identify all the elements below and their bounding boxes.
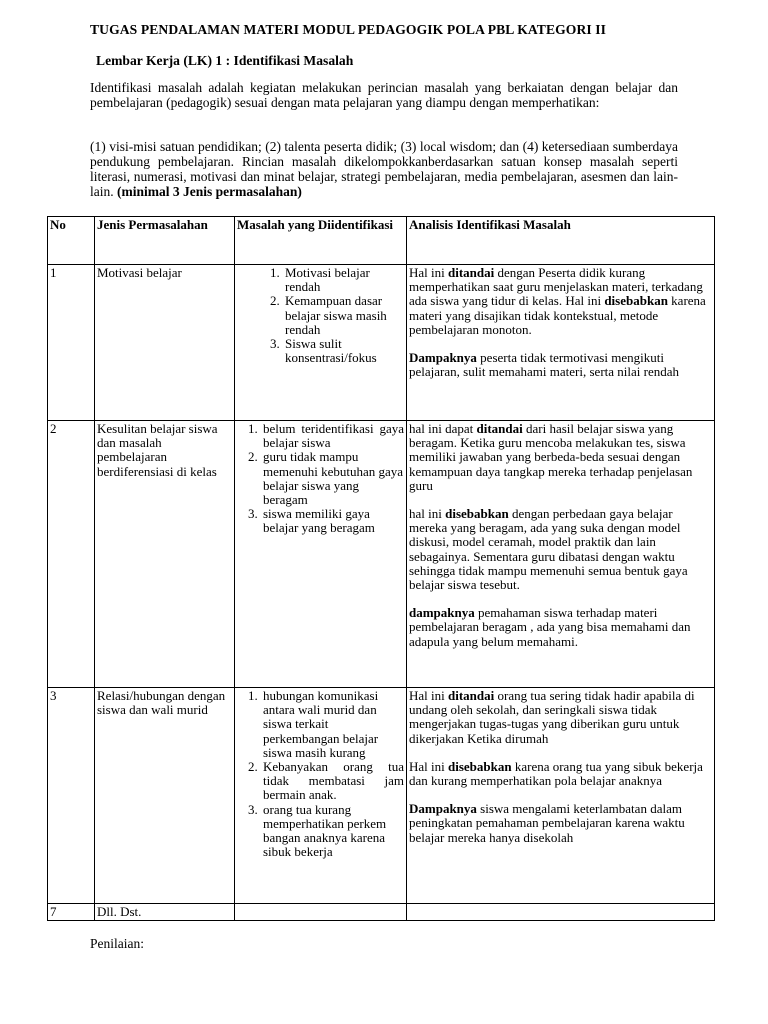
row-jenis: Kesulitan belajar siswa dan masalah pembelajaran berdiferensiasi di kelas: [95, 421, 235, 688]
masalah-item: 1. Motivasi belajar rendah: [283, 266, 404, 294]
row-analisis: [407, 904, 715, 921]
row-jenis: Motivasi belajar: [95, 265, 235, 421]
analysis-keyword: ditandai: [448, 265, 495, 280]
masalah-list: [237, 689, 404, 859]
intro-paragraph: Identifikasi masalah adalah kegiatan melakukan perincian masalah yang berkaiatan dengan belajar dan pembelajaran (pedagogik) sesuai dengan mata pelajaran yang diampu dengan memperhatikan:: [90, 80, 678, 110]
analysis-text: dengan Peserta didik kurang memperhatikan saat guru menjelaskan materi, terkadang ada siswa yang tidur di kelas. Hal ini: [409, 265, 703, 309]
row-masalah: [235, 265, 407, 421]
criteria-text: (1) visi-misi satuan pendidikan; (2) talenta peserta didik; (3) local wisdom; dan (4) ketersediaan sumberdaya pendukung pembelajaran. Rincian masalah dikelompokkanberdasarkan satuan konsep masalah seperti literasi, numerasi, motivasi dan minat belajar, strategi pembelajaran, media pembelajaran, asesmen dan lain-lain.: [90, 139, 678, 199]
analysis-paragraph: [409, 507, 712, 592]
analysis-paragraph: [409, 606, 712, 649]
analysis-keyword: disebabkan: [445, 506, 509, 522]
analysis-paragraph: [409, 689, 712, 746]
masalah-item: 3. siswa memiliki gaya belajar yang beragam: [261, 507, 404, 535]
masalah-item: 1. belum teridentifikasi gaya belajar siswa: [261, 422, 404, 450]
worksheet-title: Lembar Kerja (LK) 1 : Identifikasi Masalah: [96, 53, 354, 68]
analysis-paragraph: [409, 266, 712, 337]
table-row: [48, 904, 715, 921]
table-row: [48, 688, 715, 904]
analysis-text: dengan perbedaan gaya belajar mereka yang beragam, ada yang suka dengan model diskusi, model ceramah, model praktik dan lain sebagainya. Sementara guru dibatasi dengan waktu sehingga tidak mampu memenuhi semua bentuk gaya belajar siswa tesebut.: [409, 506, 688, 593]
row-analisis: [407, 421, 715, 688]
analysis-text: dari hasil belajar siswa yang beragam. Ketika guru mencoba melakukan tes, siswa memiliki jawaban yang berbeda-beda sesuai dengan kemampuan daya tangkap mereka terhadap penjelasan guru: [409, 421, 693, 493]
masalah-item: 3. orang tua kurang memperhatikan perkem bangan anaknya karena sibuk bekerja: [261, 803, 404, 860]
masalah-list: [237, 266, 404, 365]
row-jenis: Dll. Dst.: [95, 904, 235, 921]
row-masalah: [235, 904, 407, 921]
masalah-item: 2. Kemampuan dasar belajar siswa masih rendah: [283, 294, 404, 337]
table-row: [48, 265, 715, 421]
masalah-list: [237, 422, 404, 536]
row-number: 3: [48, 688, 95, 904]
header-jenis: Jenis Permasalahan: [95, 217, 235, 265]
problem-identification-table: [47, 216, 715, 921]
table-header-row: [48, 217, 715, 265]
header-masalah: Masalah yang Diidentifikasi: [235, 217, 407, 265]
table-row: [48, 421, 715, 688]
criteria-paragraph: [90, 139, 678, 199]
masalah-item: 3. Siswa sulit konsentrasi/fokus: [283, 337, 404, 365]
analysis-keyword: Dampaknya: [409, 801, 477, 817]
masalah-item: 1. hubungan komunikasi antara wali murid dan siswa terkait perkembangan belajar siswa masih kurang: [261, 689, 404, 760]
analysis-text: siswa mengalami keterlambatan dalam peningkatan pemahaman pembelajaran karena waktu belajar mereka hanya disekolah: [409, 801, 685, 845]
analysis-keyword: dampaknya: [409, 605, 475, 621]
header-no: No: [48, 217, 95, 265]
analysis-text: karena orang tua yang sibuk bekerja dan kurang memperhatikan pola belajar anaknya: [409, 758, 703, 789]
row-masalah: [235, 421, 407, 688]
analysis-paragraph: [409, 351, 712, 379]
analysis-text: hal ini: [409, 506, 446, 522]
row-number: 7: [48, 904, 95, 921]
analysis-paragraph: [409, 760, 712, 788]
row-analisis: [407, 688, 715, 904]
analysis-keyword: Dampaknya: [409, 350, 477, 366]
analysis-text: Hal ini: [409, 758, 448, 774]
analysis-keyword: disebabkan: [448, 758, 512, 774]
row-masalah: [235, 688, 407, 904]
analysis-keyword: ditandai: [476, 421, 523, 436]
analysis-text: orang tua sering tidak hadir apabila di undang oleh sekolah, dan seringkali siswa tidak mengerjakan tugas-tugas yang diberikan guru untuk dikerjakan Ketika dirumah: [409, 688, 695, 746]
masalah-item: 2. Kebanyakan orang tua tidak membatasi jam bermain anak.: [261, 760, 404, 803]
row-analisis: [407, 265, 715, 421]
analysis-text: karena materi yang disajikan tidak kontekstual, metode pembelajaran monoton.: [409, 293, 706, 337]
document-title: TUGAS PENDALAMAN MATERI MODUL PEDAGOGIK POLA PBL KATEGORI II: [90, 22, 607, 37]
analysis-paragraph: [409, 422, 712, 493]
analysis-text: hal ini dapat: [409, 421, 477, 436]
analysis-text: pemahaman siswa terhadap materi pembelajaran beragam , ada yang bisa memahami dan adapula yang belum memahami.: [409, 605, 691, 649]
header-analisis: Analisis Identifikasi Masalah: [407, 217, 715, 265]
analysis-keyword: disebabkan: [604, 293, 668, 309]
analysis-paragraph: [409, 802, 712, 845]
row-number: 2: [48, 421, 95, 688]
row-jenis: Relasi/hubungan dengan siswa dan wali murid: [95, 688, 235, 904]
criteria-bold-note: (minimal 3 Jenis permasalahan): [117, 184, 302, 199]
analysis-keyword: ditandai: [448, 688, 495, 703]
masalah-item: 2. guru tidak mampu memenuhi kebutuhan gaya belajar siswa yang beragam: [261, 450, 404, 507]
row-number: 1: [48, 265, 95, 421]
analysis-text: Hal ini: [409, 265, 448, 280]
analysis-text: peserta tidak termotivasi mengikuti pelajaran, sulit memahami materi, serta nilai rendah: [409, 350, 680, 380]
analysis-text: Hal ini: [409, 688, 448, 703]
assessment-label: Penilaian:: [90, 936, 144, 951]
